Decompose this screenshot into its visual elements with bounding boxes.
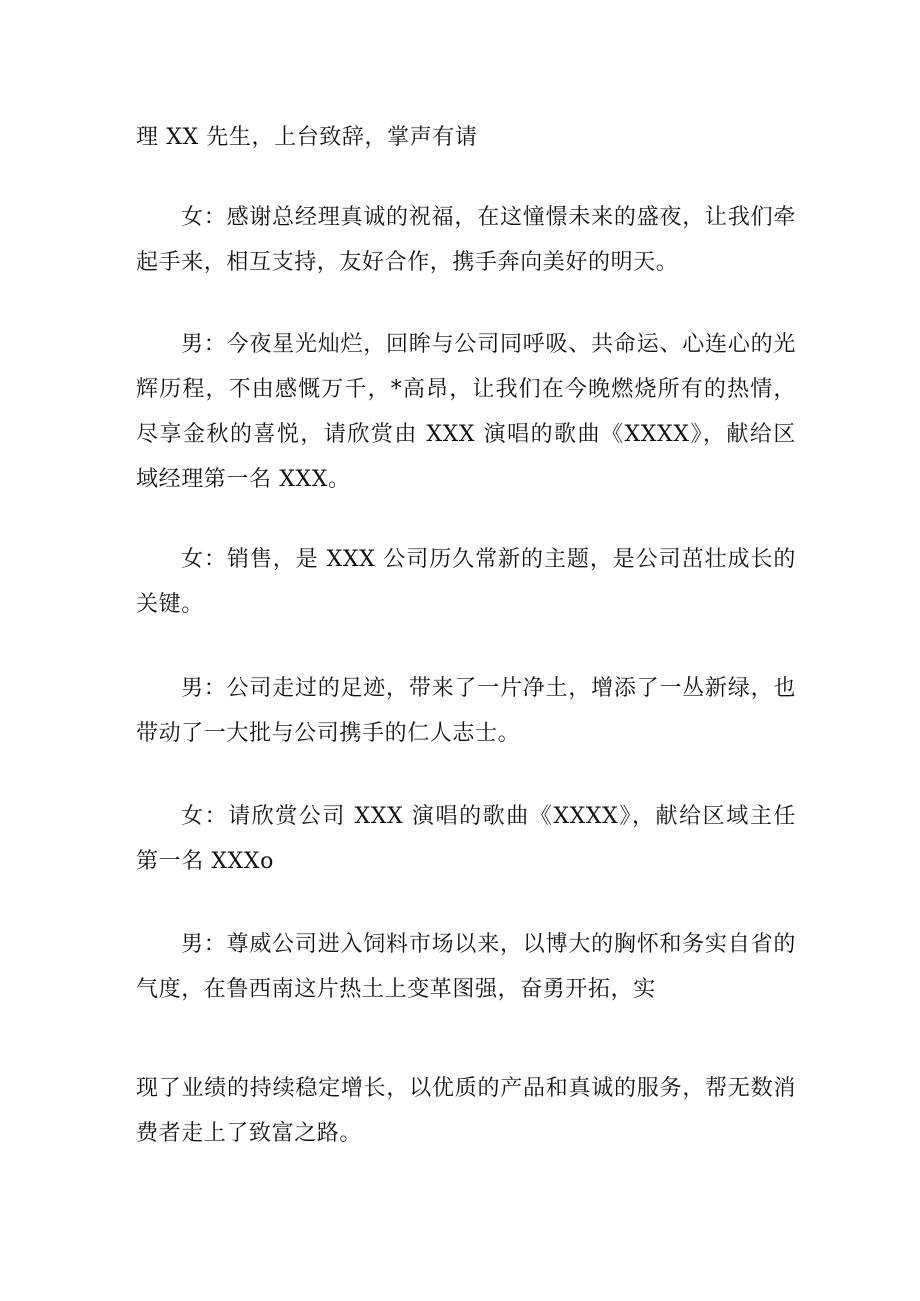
paragraph-8: 现了业绩的持续稳定增长，以优质的产品和真诚的服务，帮无数消费者走上了致富之路。 — [136, 1076, 796, 1146]
paragraph-1: 理 XX 先生，上台致辞，掌声有请 — [136, 125, 478, 150]
paragraph-7: 男：尊威公司进入饲料市场以来，以博大的胸怀和务实自省的气度，在鲁西南这片热土上变革图强，奋勇开拓，实 — [136, 932, 796, 1002]
paragraph-3: 男：今夜星光灿烂，回眸与公司同呼吸、共命运、心连心的光辉历程，不由感慨万千，*高昂，让我们在今晚燃烧所有的热情，尽享金秋的喜悦，请欣赏由 XXX 演唱的歌曲《XXXX》，献给区域经理第一名 XXX。 — [136, 332, 796, 492]
paragraph-2: 女：感谢总经理真诚的祝福，在这憧憬未来的盛夜，让我们牵起手来，相互支持，友好合作，携手奔向美好的明天。 — [136, 205, 796, 275]
paragraph-5: 男：公司走过的足迹，带来了一片净土，增添了一丛新绿，也带动了一大批与公司携手的仁人志士。 — [136, 676, 796, 746]
paragraph-4: 女：销售，是 XXX 公司历久常新的主题，是公司茁壮成长的关键。 — [136, 547, 796, 617]
paragraph-6: 女：请欣赏公司 XXX 演唱的歌曲《XXXX》，献给区域主任第一名 XXXo — [136, 804, 796, 874]
